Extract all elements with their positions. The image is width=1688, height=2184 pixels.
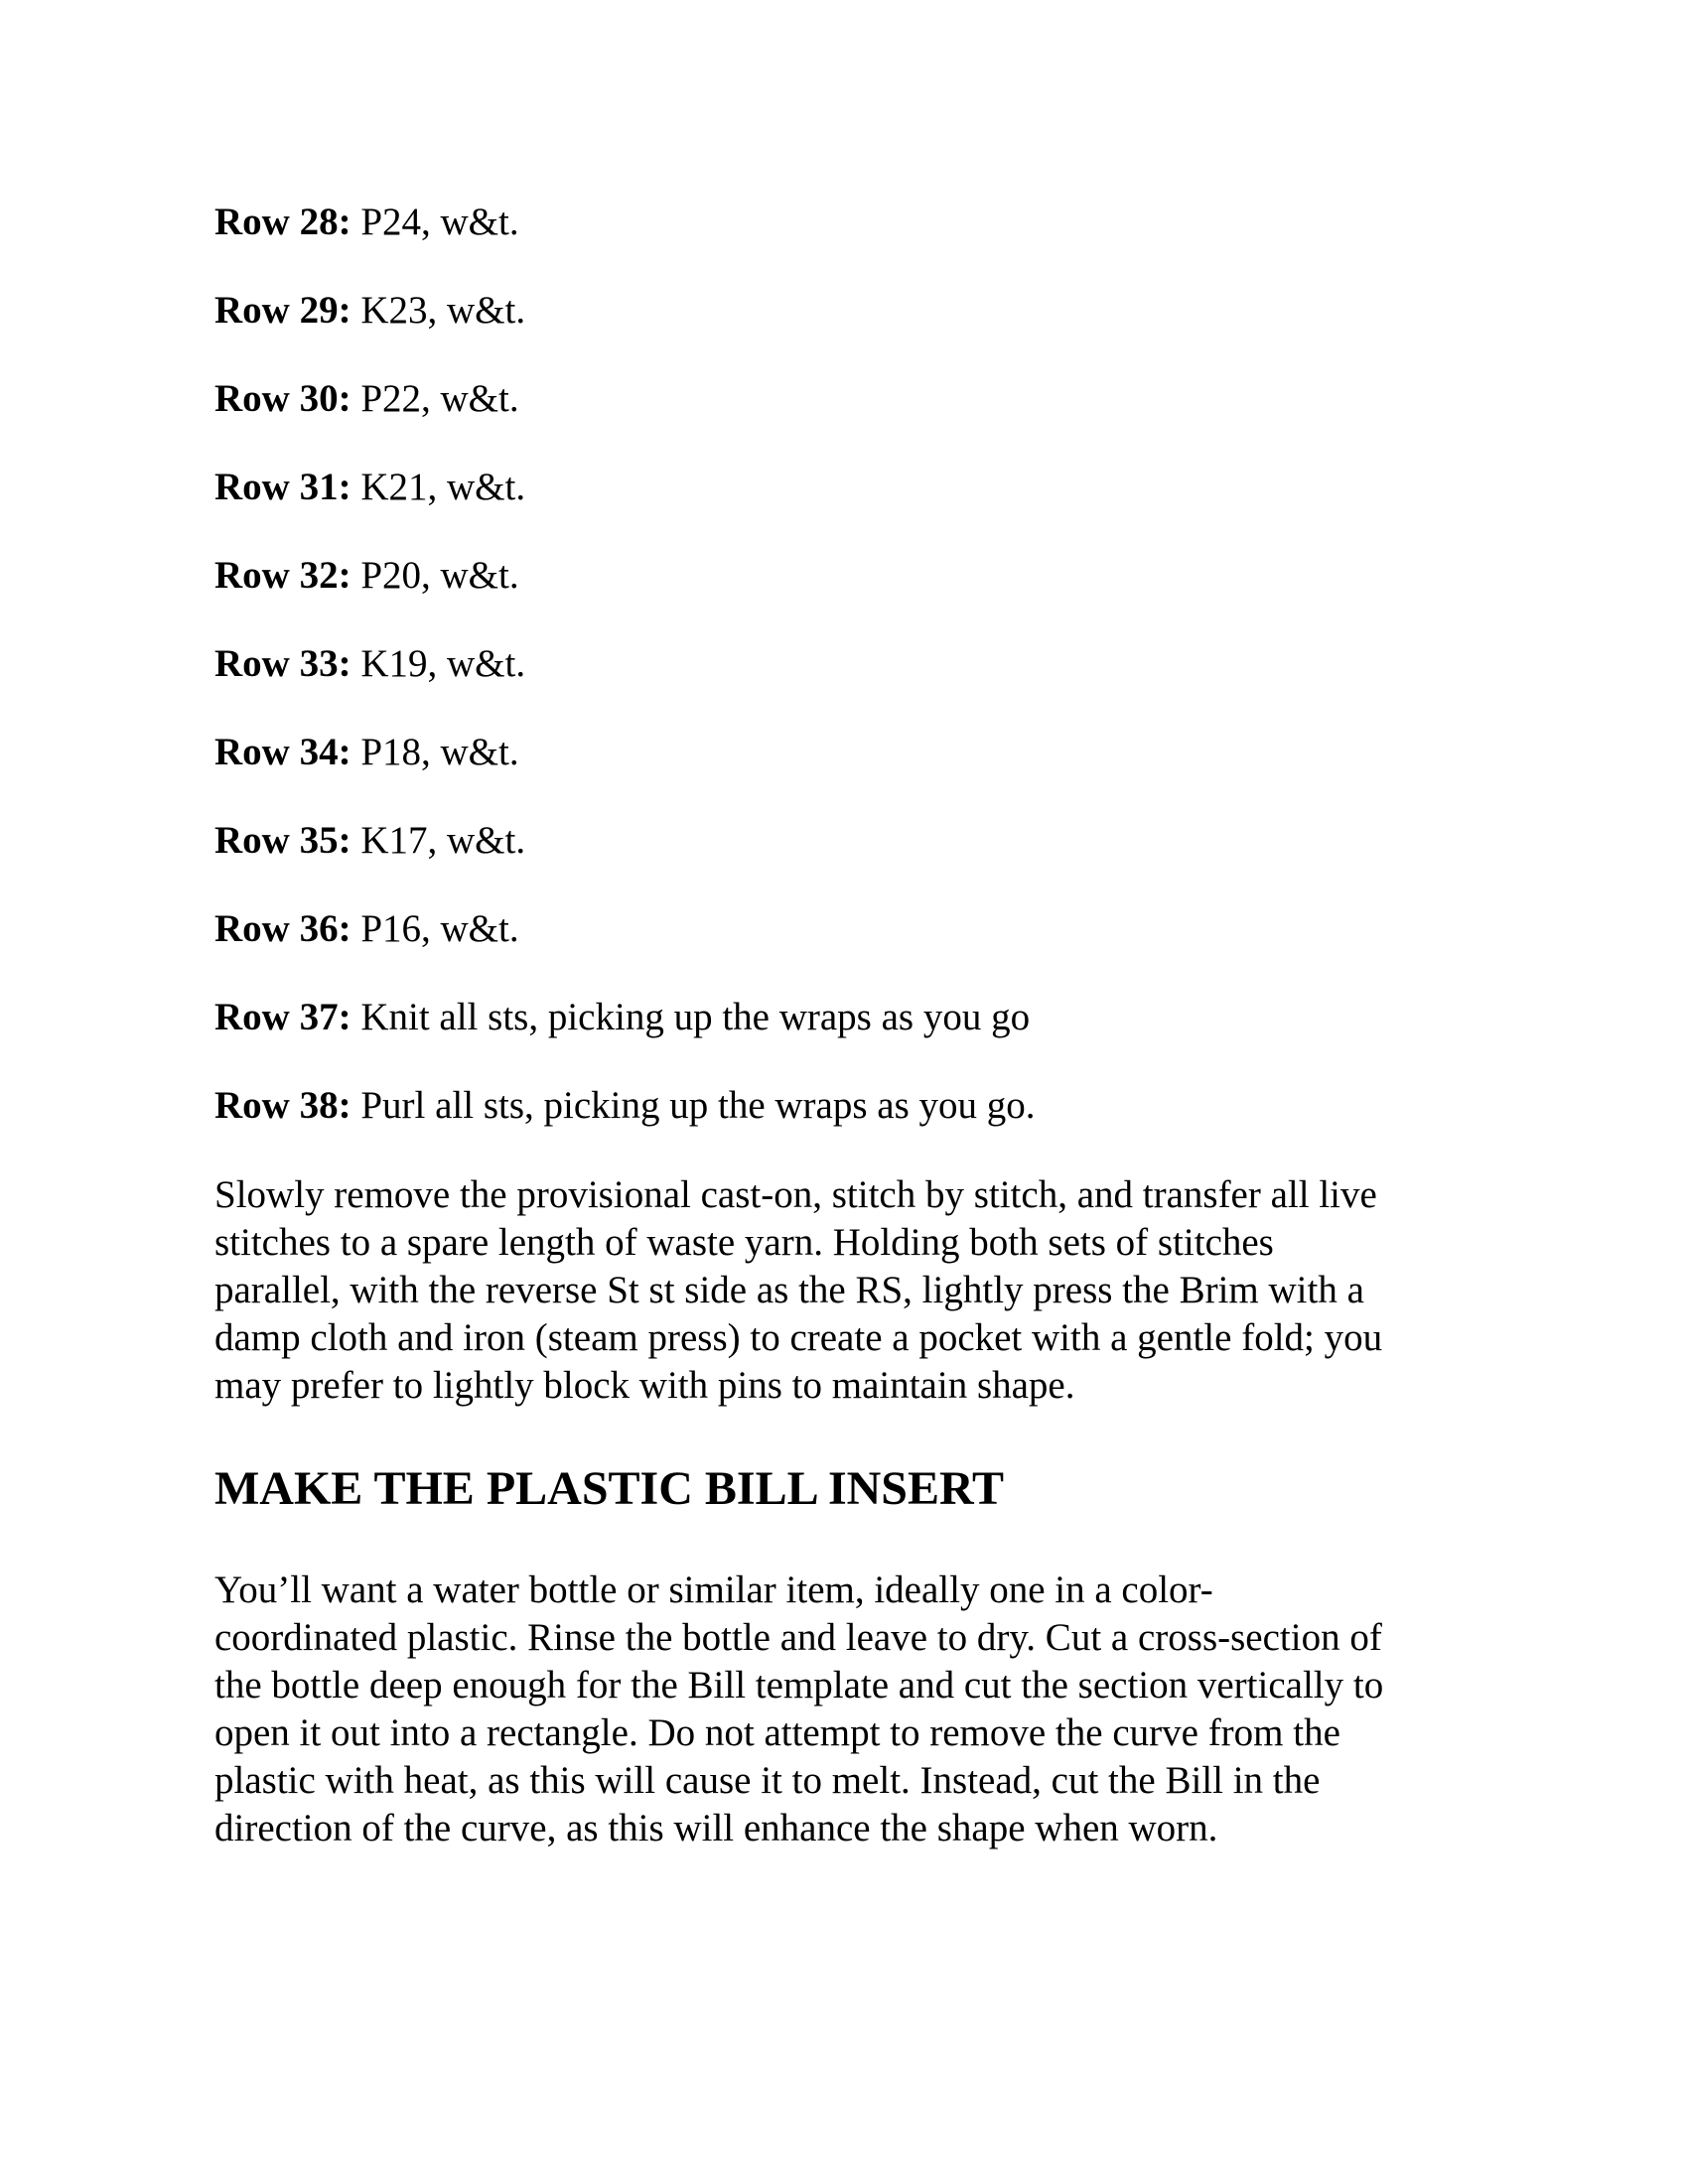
row-instruction: Knit all sts, picking up the wraps as you go [351,996,1031,1038]
paragraph-line: direction of the curve, as this will enhance the shape when worn. [214,1807,1218,1849]
row-label: Row 37: [214,996,352,1038]
row-label: Row 29: [214,289,352,332]
row-label: Row 38: [214,1084,352,1127]
paragraph-line: parallel, with the reverse St st side as the RS, lightly press the Brim with a [214,1269,1364,1311]
paragraph-line: open it out into a rectangle. Do not attempt to remove the curve from the [214,1711,1340,1754]
row-29 [214,287,525,335]
row-31 [214,464,525,511]
paragraph-line: plastic with heat, as this will cause it to melt. Instead, cut the Bill in the [214,1759,1321,1802]
row-32 [214,552,519,600]
row-label: Row 30: [214,377,352,420]
paragraph-line: stitches to a spare length of waste yarn. Holding both sets of stitches [214,1221,1274,1264]
paragraph-line: You’ll want a water bottle or similar item, ideally one in a color- [214,1569,1213,1611]
row-instruction: P16, w&t. [351,907,519,950]
row-label: Row 31: [214,466,352,508]
row-34 [214,729,519,776]
row-label: Row 35: [214,819,352,862]
row-label: Row 28: [214,201,352,243]
row-instruction: K23, w&t. [351,289,526,332]
row-instruction: P18, w&t. [351,731,519,773]
row-label: Row 34: [214,731,352,773]
row-35 [214,817,525,865]
row-instruction: K17, w&t. [351,819,526,862]
row-instruction: P20, w&t. [351,554,519,597]
section-heading: MAKE THE PLASTIC BILL INSERT [214,1462,1004,1515]
row-37 [214,994,1030,1041]
paragraph-line: the bottle deep enough for the Bill template and cut the section vertically to [214,1664,1384,1706]
row-38 [214,1082,1036,1130]
row-label: Row 33: [214,642,352,685]
row-33 [214,640,525,688]
row-instruction: Purl all sts, picking up the wraps as you go. [351,1084,1036,1127]
row-36 [214,905,519,953]
row-label: Row 32: [214,554,352,597]
row-instruction: P24, w&t. [351,201,519,243]
row-28 [214,199,519,246]
bill-insert-paragraph [214,1567,1495,1852]
row-30 [214,375,519,423]
paragraph-line: may prefer to lightly block with pins to maintain shape. [214,1364,1075,1407]
paragraph-line: Slowly remove the provisional cast-on, stitch by stitch, and transfer all live [214,1173,1377,1216]
row-instruction: P22, w&t. [351,377,519,420]
paragraph-line: damp cloth and iron (steam press) to create a pocket with a gentle fold; you [214,1316,1383,1359]
row-instruction: K19, w&t. [351,642,526,685]
row-instruction: K21, w&t. [351,466,526,508]
row-label: Row 36: [214,907,352,950]
brim-finishing-paragraph [214,1171,1495,1410]
paragraph-line: coordinated plastic. Rinse the bottle and leave to dry. Cut a cross-section of [214,1616,1382,1659]
